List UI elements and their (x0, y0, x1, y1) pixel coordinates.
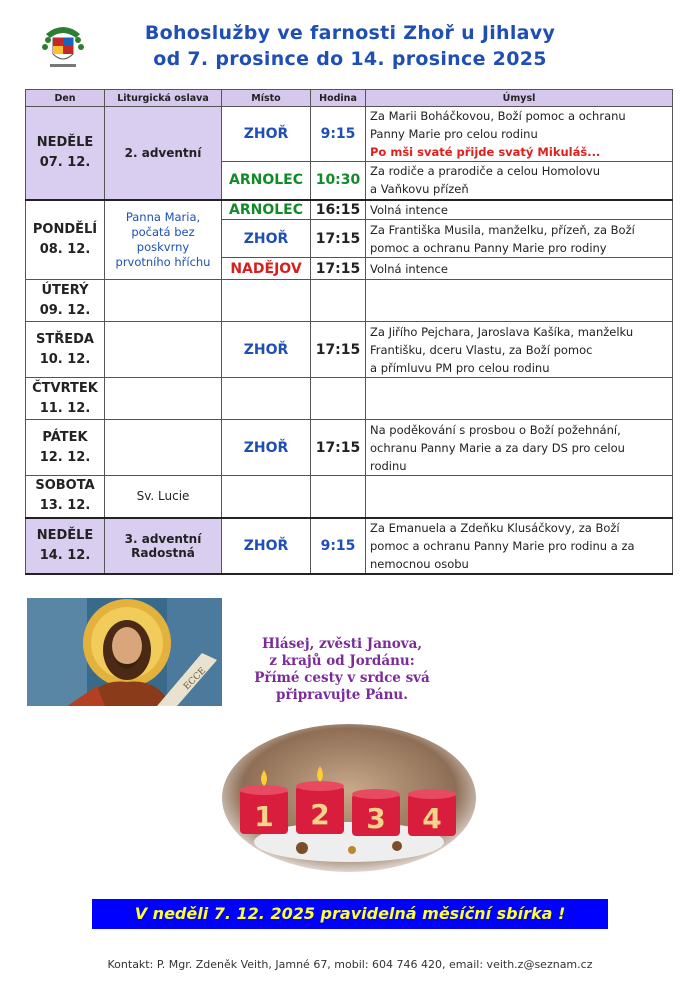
intent-line: a Vaňkovu přízeň (370, 182, 469, 197)
candle-number: 2 (310, 798, 330, 831)
place-cell: ZHOŘ (222, 107, 311, 162)
day-date: 08. 12. (39, 241, 91, 257)
svg-text:ECCE: ECCE (182, 666, 209, 693)
column-header: Úmysl (366, 90, 673, 107)
intent-line: Za Marii Boháčkovou, Boží pomoc a ochranu (370, 109, 626, 123)
verse-line: Hlásej, zvěsti Janova, (261, 636, 423, 652)
liturgy-line: počatá bez (131, 224, 195, 239)
intent-cell (366, 420, 673, 476)
day-cell (26, 476, 105, 518)
verse-line: z krajů od Jordánu: (269, 653, 415, 669)
day-name: ÚTERÝ (41, 282, 89, 298)
intent-line: rodinu (370, 458, 407, 473)
place-cell: NADĚJOV (222, 258, 311, 280)
place-cell: ZHOŘ (222, 420, 311, 476)
day-name: PÁTEK (42, 429, 88, 445)
candle-number: 3 (366, 802, 386, 835)
table-row (26, 378, 673, 420)
intent-cell (366, 220, 673, 258)
liturgy-line: Radostná (131, 545, 195, 560)
day-cell (26, 322, 105, 378)
day-date: 11. 12. (39, 400, 91, 416)
day-date: 14. 12. (39, 547, 91, 563)
page-title: Bohoslužby ve farnosti Zhoř u Jihlavy (144, 22, 556, 44)
day-name: SOBOTA (35, 478, 95, 494)
advent-candles-image (222, 724, 477, 872)
table-row (26, 200, 673, 220)
table-row (26, 280, 673, 322)
intent-cell (366, 162, 673, 200)
intent-line: Za Jiřího Pejchara, Jaroslava Kašíka, manželku (370, 324, 634, 339)
intent-line: Panny Marie pro celou rodinu (370, 127, 538, 141)
hour-cell: 17:15 (311, 420, 366, 476)
intent-line: nemocnou osobu (370, 556, 469, 571)
candle-4 (408, 789, 456, 836)
column-header: Místo (222, 90, 311, 107)
place-cell: ZHOŘ (222, 220, 311, 258)
liturgy-cell (105, 200, 222, 280)
table-row (26, 322, 673, 378)
candle-number: 4 (422, 802, 442, 835)
hour-cell: 9:15 (311, 518, 366, 574)
day-cell (26, 378, 105, 420)
day-name: PONDĚLÍ (32, 221, 98, 237)
intent-line: pomoc a ochranu Panny Marie pro rodiny (370, 240, 607, 255)
day-name: NEDĚLE (36, 527, 94, 543)
hour-cell: 17:15 (311, 258, 366, 280)
column-header: Hodina (311, 90, 366, 107)
table-header-row (26, 90, 673, 107)
day-date: 12. 12. (39, 449, 91, 465)
intent-line: pomoc a ochranu Panny Marie pro rodinu a za (370, 538, 635, 553)
liturgy-line: poskvrny (136, 239, 190, 254)
intent-cell (366, 258, 673, 280)
intent-line: Volná intence (370, 261, 448, 276)
intent-cell (366, 322, 673, 378)
day-date: 07. 12. (39, 154, 91, 170)
place-cell: ARNOLEC (222, 200, 311, 220)
parish-crest-logo (40, 20, 86, 70)
verse-line: Přímé cesty v srdce svá (254, 670, 430, 686)
intent-cell (366, 107, 673, 162)
place-cell: ARNOLEC (222, 162, 311, 200)
page-subtitle-date-range: od 7. prosince do 14. prosince 2025 (153, 48, 547, 70)
day-date: 09. 12. (39, 302, 91, 318)
mass-schedule-table (25, 89, 673, 575)
liturgy-cell: 2. adventní (105, 107, 222, 200)
intent-line: Za Františka Musila, manželku, přízeň, za Boží (370, 222, 635, 237)
day-cell (26, 200, 105, 280)
intent-line: Františku, dceru Vlastu, za Boží pomoc (370, 342, 593, 357)
day-date: 13. 12. (39, 498, 91, 514)
day-date: 10. 12. (39, 351, 91, 367)
intent-cell (366, 518, 673, 574)
day-name: ČTVRTEK (32, 380, 98, 396)
column-header: Den (26, 90, 105, 107)
intent-line: Na poděkování s prosbou o Boží požehnání, (370, 422, 621, 437)
table-row (26, 107, 673, 162)
hour-cell: 10:30 (311, 162, 366, 200)
hour-cell: 17:15 (311, 220, 366, 258)
liturgy-line: Panna Maria, (125, 209, 201, 224)
candle-number: 1 (254, 800, 274, 833)
contact-footer: Kontakt: P. Mgr. Zdeněk Veith, Jamné 67, mobil: 604 746 420, email: veith.z@seznam.cz (107, 958, 593, 971)
collection-banner: V neděli 7. 12. 2025 pravidelná měsíční sbírka ! (92, 899, 608, 929)
hour-cell: 9:15 (311, 107, 366, 162)
day-name: STŘEDA (36, 331, 94, 347)
liturgy-cell: Sv. Lucie (105, 476, 222, 518)
liturgy-line: 3. adventní (124, 531, 202, 546)
place-cell: ZHOŘ (222, 518, 311, 574)
john-baptist-icon-image (27, 598, 222, 706)
hour-cell: 17:15 (311, 322, 366, 378)
liturgy-line: prvotního hříchu (115, 254, 211, 269)
place-cell: ZHOŘ (222, 322, 311, 378)
liturgy-cell (105, 518, 222, 574)
intent-line: Volná intence (370, 202, 448, 217)
table-row (26, 518, 673, 574)
verse-line: připravujte Pánu. (276, 687, 408, 703)
hour-cell: 16:15 (311, 200, 366, 220)
day-cell (26, 420, 105, 476)
day-cell (26, 518, 105, 574)
column-header: Liturgická oslava (105, 90, 222, 107)
day-cell (26, 107, 105, 200)
candle-3 (352, 789, 400, 836)
day-name: NEDĚLE (36, 134, 94, 150)
mikulas-note: Po mši svaté přijde svatý Mikuláš... (370, 145, 601, 159)
table-row (26, 420, 673, 476)
intent-line: Za rodiče a prarodiče a celou Homolovu (370, 164, 600, 179)
intent-cell (366, 200, 673, 220)
day-cell (26, 280, 105, 322)
intent-line: Za Emanuela a Zdeňku Klusáčkovy, za Boží (370, 520, 620, 535)
intent-line: a přímluvu PM pro celou rodinu (370, 360, 550, 375)
table-row (26, 476, 673, 518)
advent-verse (237, 636, 447, 704)
intent-line: ochranu Panny Marie a za dary DS pro celou (370, 440, 625, 455)
